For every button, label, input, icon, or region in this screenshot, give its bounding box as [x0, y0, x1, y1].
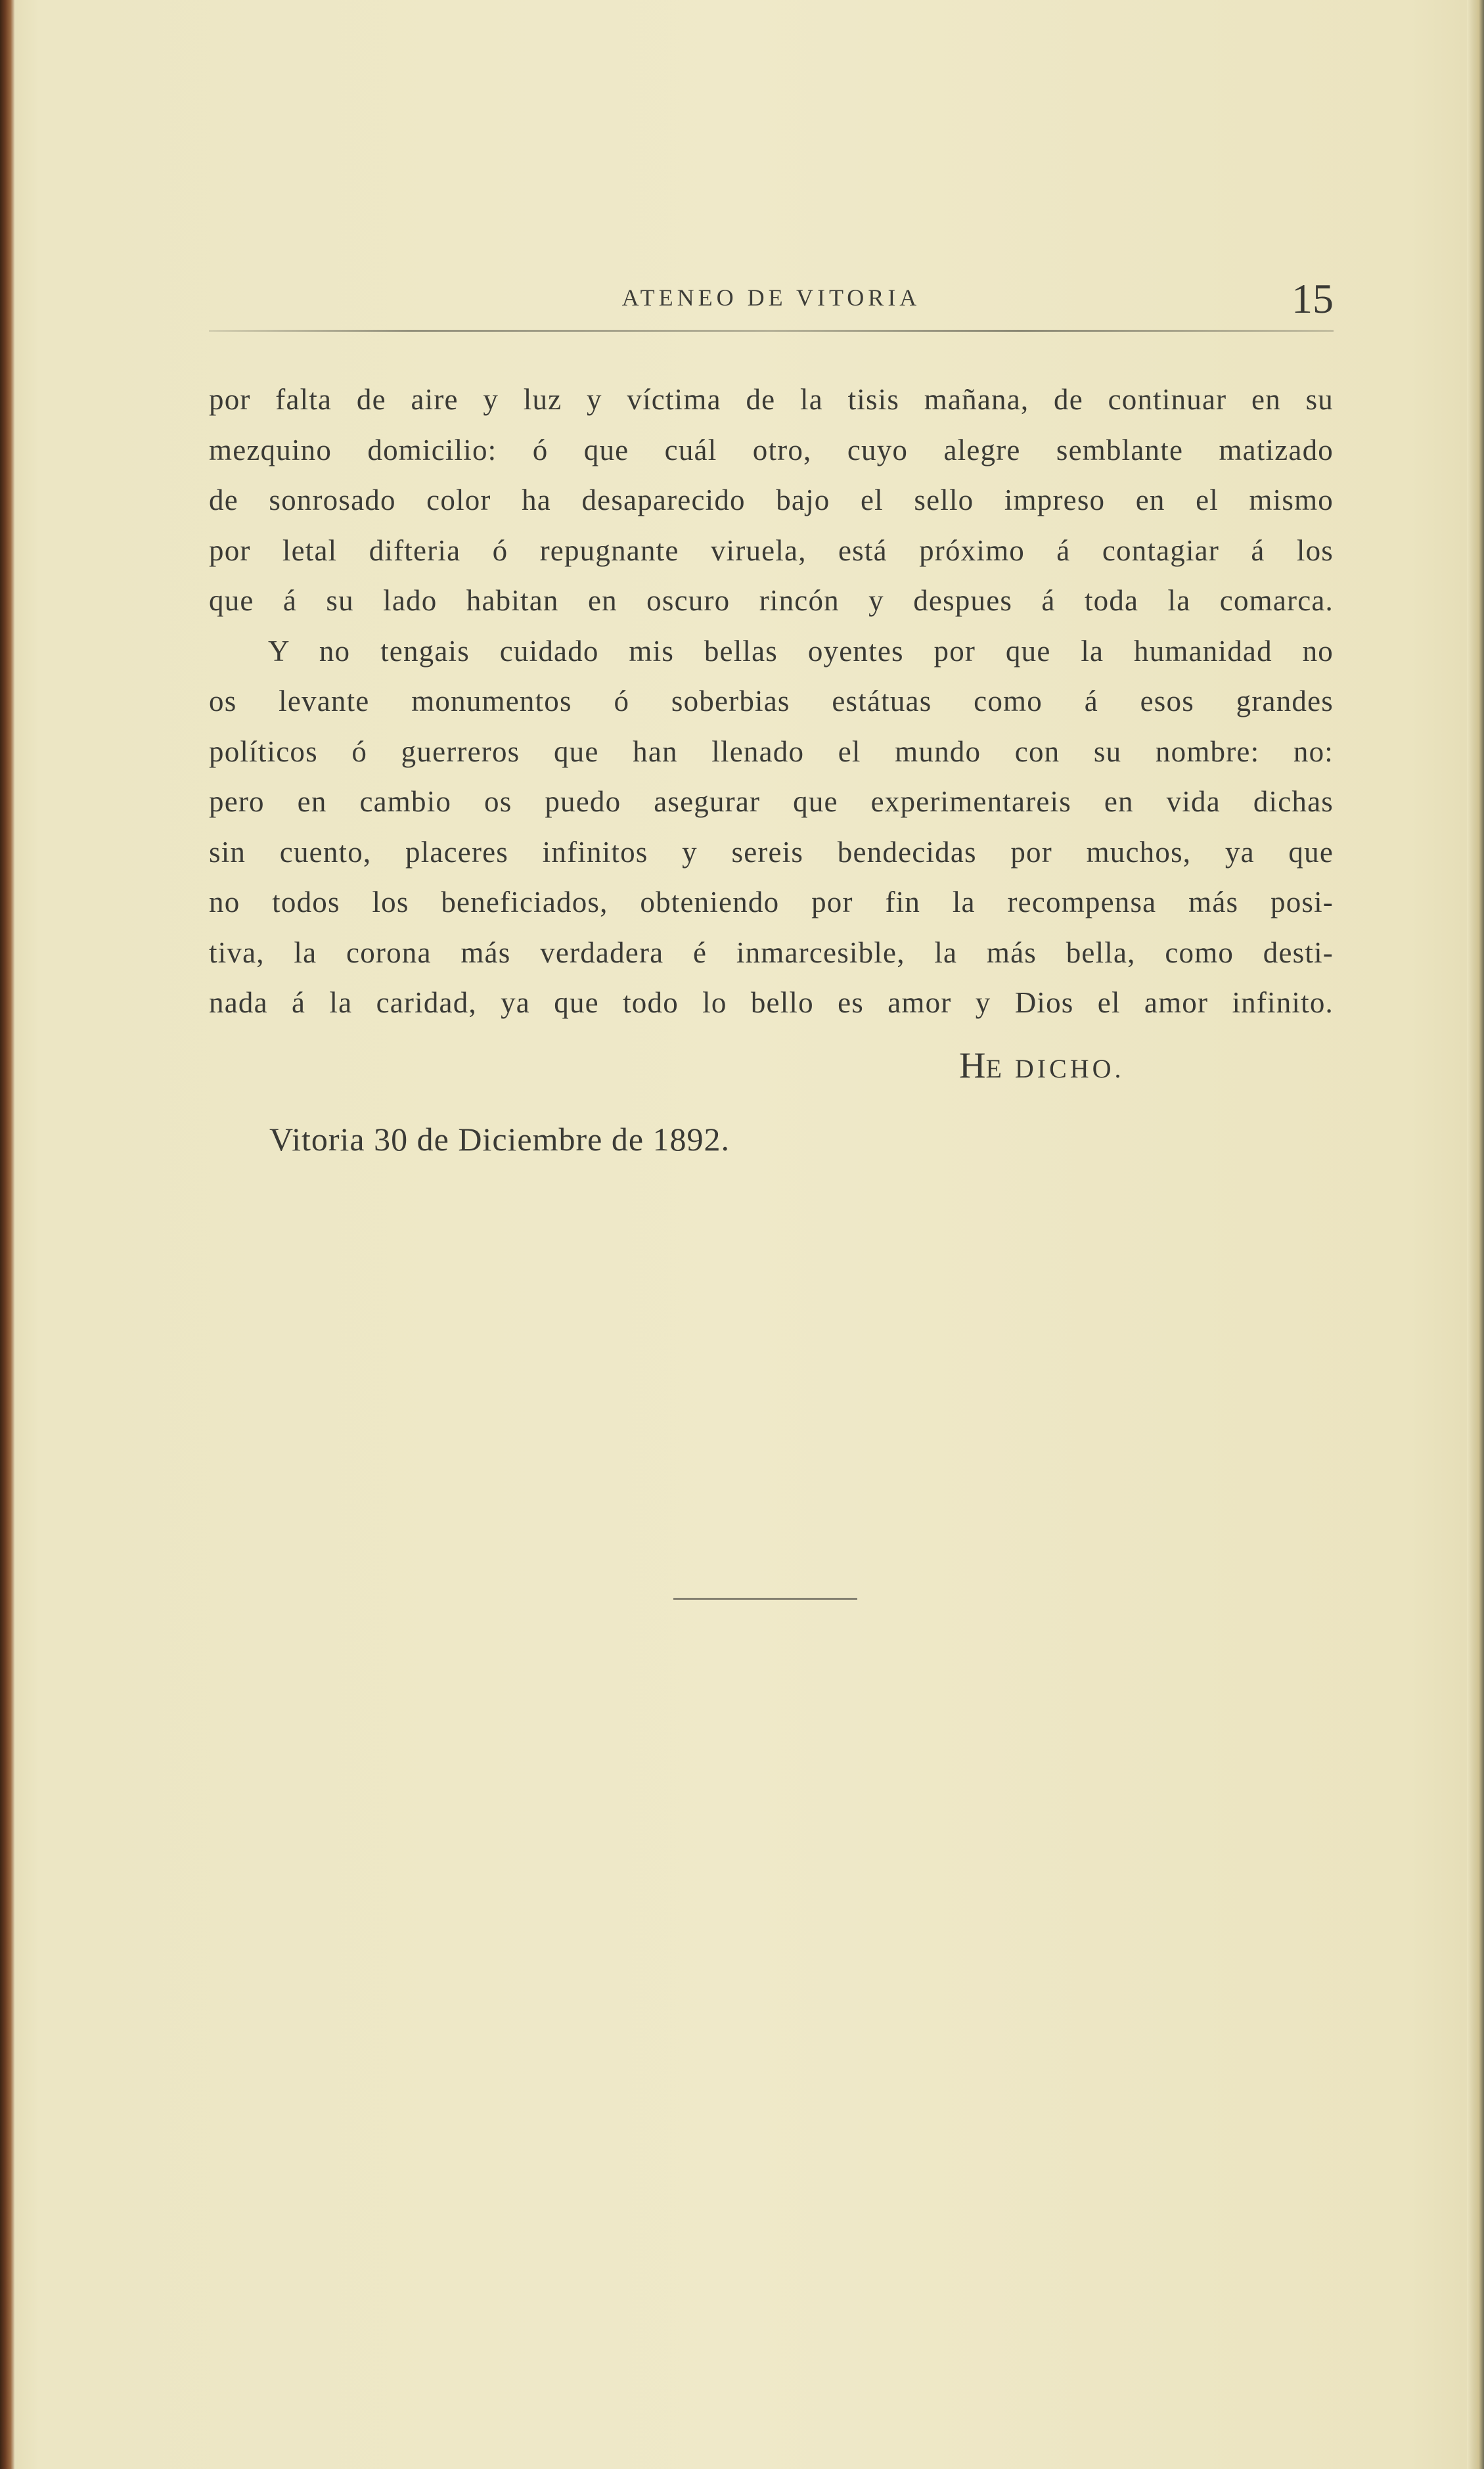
page-number: 15 — [1292, 275, 1334, 322]
text-line: tiva, la corona más verdadera é inmarcesible, la más bella, como desti- — [209, 936, 1334, 969]
text-line: nada á la caridad, ya que todo lo bello es amor y Dios el amor infinito. — [209, 986, 1334, 1019]
book-spine-edge — [0, 0, 14, 2469]
text-line: sin cuento, placeres infinitos y sereis bendecidas por muchos, ya que — [209, 835, 1334, 869]
text-line: de sonrosado color ha desaparecido bajo el sello impreso en el mismo — [209, 484, 1334, 516]
text-line: Y no tengais cuidado mis bellas oyentes por que la humanidad no — [268, 634, 1334, 668]
text-line: por falta de aire y luz y víctima de la tisis mañana, de continuar en su — [209, 383, 1334, 416]
header-rule — [209, 330, 1334, 332]
signoff-initial: H — [959, 1045, 986, 1086]
text-line: que á su lado habitan en oscuro rincón y despues á toda la comarca. — [209, 584, 1334, 617]
text-line: por letal difteria ó repugnante viruela, está próximo á contagiar á los — [209, 533, 1334, 567]
signoff — [959, 1045, 1125, 1087]
page-right-edge — [1467, 0, 1484, 2469]
body-text — [209, 374, 1334, 1028]
text-line: pero en cambio os puedo asegurar que experimentareis en vida dichas — [209, 785, 1334, 818]
text-line: políticos ó guerreros que han llenado el mundo con su nombre: no: — [209, 735, 1334, 768]
paragraph-2 — [209, 626, 1334, 1028]
end-rule — [673, 1598, 857, 1600]
text-line: mezquino domicilio: ó que cuál otro, cuyo alegre semblante matizado — [209, 433, 1334, 466]
dateline: Vitoria 30 de Diciembre de 1892. — [269, 1121, 731, 1158]
running-header — [209, 275, 1334, 327]
text-line: no todos los beneficiados, obteniendo por fin la recompensa más posi- — [209, 886, 1334, 918]
text-line: os levante monumentos ó soberbias estátuas como á esos grandes — [209, 685, 1334, 717]
running-title: ATENEO DE VITORIA — [621, 284, 921, 311]
paragraph-1 — [209, 374, 1334, 626]
signoff-text: E DICHO. — [985, 1054, 1125, 1083]
